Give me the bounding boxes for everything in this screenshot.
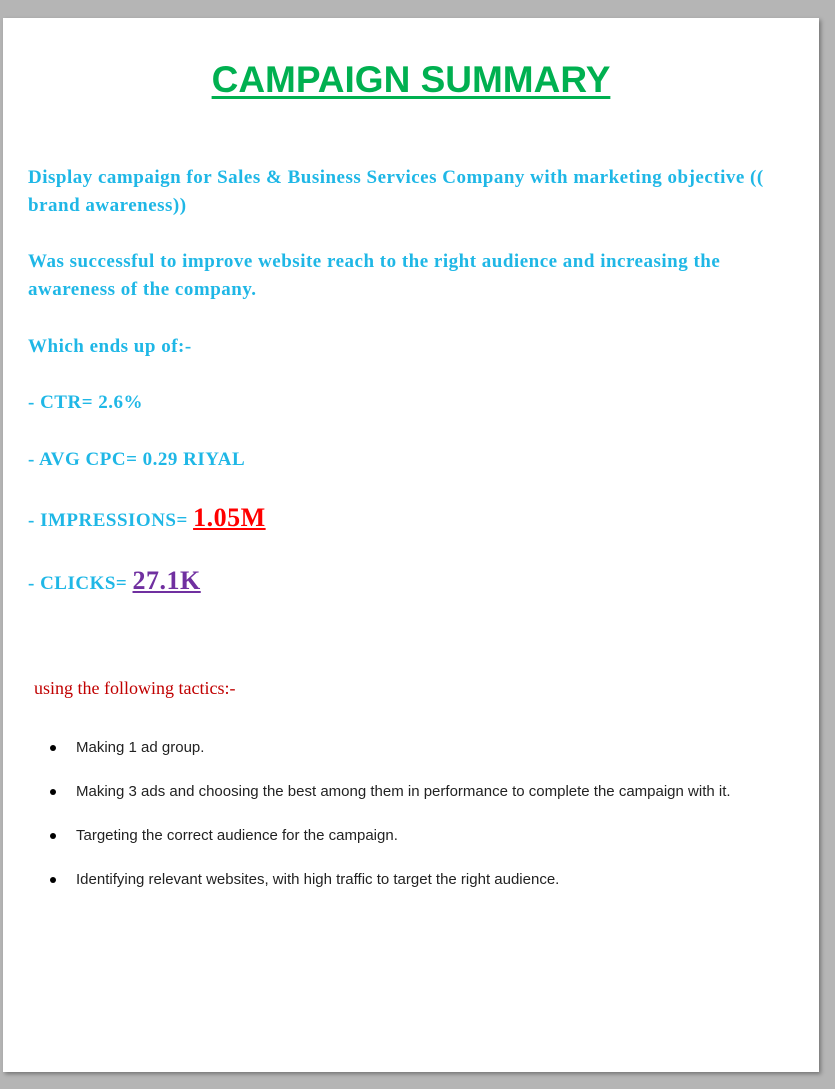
tactic-text: Making 1 ad group. [76, 739, 205, 756]
metric-avg-cpc: - AVG CPC= 0.29 RIYAL [28, 449, 246, 470]
tactics-list [48, 738, 813, 914]
list-item [48, 738, 813, 758]
metric-clicks-value: 27.1K [132, 566, 201, 595]
results-label: Which ends up of:- [28, 336, 192, 357]
list-item [48, 870, 813, 890]
document-page [3, 18, 819, 1072]
tactic-text: Targeting the correct audience for the campaign. [76, 827, 398, 844]
tactic-text: Identifying relevant websites, with high traffic to target the right audience. [76, 871, 560, 888]
tactics-intro: using the following tactics:- [34, 678, 236, 698]
bullet-icon [50, 789, 56, 795]
tactic-text: Making 3 ads and choosing the best among them in performance to complete the campaign with it. [76, 783, 731, 800]
list-item [48, 826, 813, 846]
metric-ctr: - CTR= 2.6% [28, 392, 144, 413]
bullet-icon [50, 833, 56, 839]
intro-paragraph: Display campaign for Sales & Business Services Company with marketing objective (( brand awareness)) [28, 167, 764, 216]
metric-clicks [28, 567, 813, 598]
metric-impressions-value: 1.05M [193, 503, 266, 532]
bullet-icon [50, 877, 56, 883]
result-paragraph: Was successful to improve website reach to the right audience and increasing the awareness of the company. [28, 251, 721, 300]
page-title: CAMPAIGN SUMMARY [211, 59, 611, 100]
metric-impressions-label: - IMPRESSIONS= [28, 510, 194, 531]
metric-clicks-label: - CLICKS= [28, 573, 133, 594]
list-item [48, 782, 813, 802]
bullet-icon [50, 745, 56, 751]
metric-impressions [28, 504, 813, 535]
